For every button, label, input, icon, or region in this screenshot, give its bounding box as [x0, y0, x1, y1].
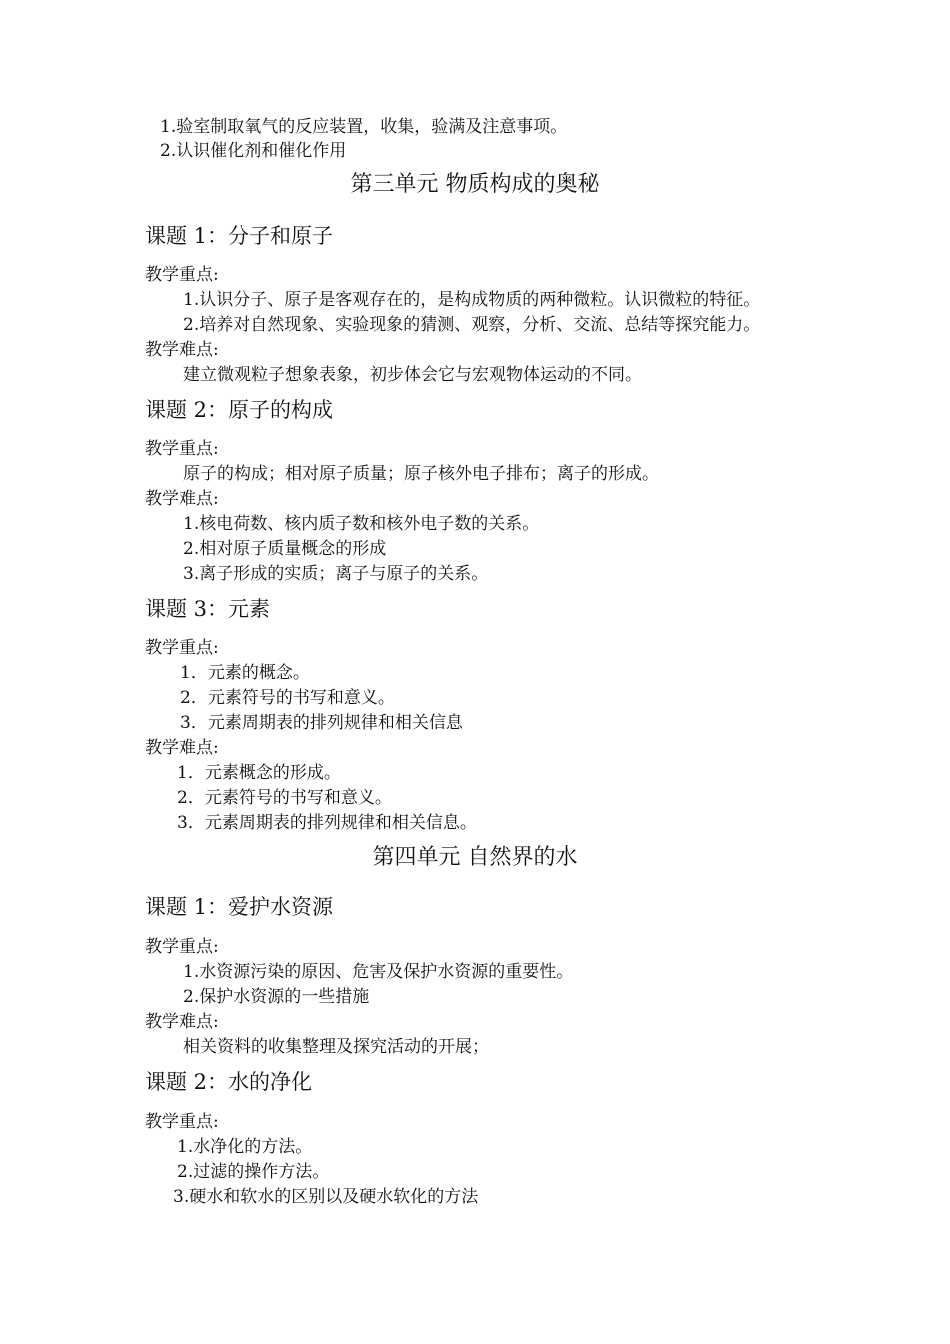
difficulty-item: 2．元素符号的书写和意义。: [177, 788, 392, 808]
focus-label: 教学重点:: [145, 638, 219, 658]
focus-item: 2.培养对自然现象、实验现象的猜测、观察，分析、交流、总结等探究能力。: [183, 315, 761, 335]
difficulty-label: 教学难点:: [145, 489, 219, 509]
difficulty-item: 建立微观粒子想象表象，初步体会它与宏观物体运动的不同。: [183, 365, 642, 385]
lesson-title: 课题 2：水的净化: [145, 1070, 313, 1094]
difficulty-item: 3.离子形成的实质；离子与原子的关系。: [183, 564, 489, 584]
focus-label: 教学重点:: [145, 937, 219, 957]
difficulty-item: 相关资料的收集整理及探究活动的开展；: [183, 1037, 489, 1057]
focus-label: 教学重点:: [145, 1112, 219, 1132]
focus-item: 1.认识分子、原子是客观存在的，是构成物质的两种微粒。认识微粒的特征。: [183, 290, 761, 310]
focus-item: 2．元素符号的书写和意义。: [180, 688, 395, 708]
focus-item: 2.保护水资源的一些措施: [183, 987, 370, 1007]
focus-label: 教学重点:: [145, 265, 219, 285]
difficulty-label: 教学难点:: [145, 738, 219, 758]
focus-item: 1．元素的概念。: [180, 663, 310, 683]
difficulty-item: 1．元素概念的形成。: [177, 763, 341, 783]
focus-item: 2.过滤的操作方法。: [177, 1162, 330, 1182]
difficulty-label: 教学难点:: [145, 1012, 219, 1032]
focus-item: 原子的构成；相对原子质量；原子核外电子排布；离子的形成。: [183, 464, 659, 484]
focus-item: 1.水净化的方法。: [177, 1137, 313, 1157]
lesson-title: 课题 3：元素: [145, 597, 271, 621]
unit-4-title: 第四单元 自然界的水: [372, 845, 578, 870]
intro-item-2: 2.认识催化剂和催化作用: [160, 141, 347, 161]
difficulty-label: 教学难点:: [145, 340, 219, 360]
difficulty-item: 3．元素周期表的排列规律和相关信息。: [177, 813, 477, 833]
focus-label: 教学重点:: [145, 439, 219, 459]
focus-item: 1.水资源污染的原因、危害及保护水资源的重要性。: [183, 962, 574, 982]
lesson-title: 课题 1：分子和原子: [145, 224, 334, 248]
lesson-title: 课题 1：爱护水资源: [145, 895, 334, 919]
intro-item-1: 1.验室制取氧气的反应装置，收集，验满及注意事项。: [160, 117, 568, 137]
unit-3-title: 第三单元 物质构成的奥秘: [350, 172, 600, 197]
difficulty-item: 1.核电荷数、核内质子数和核外电子数的关系。: [183, 514, 540, 534]
difficulty-item: 2.相对原子质量概念的形成: [183, 539, 387, 559]
focus-item: 3.硬水和软水的区别以及硬水软化的方法: [173, 1187, 479, 1207]
lesson-title: 课题 2：原子的构成: [145, 398, 334, 422]
focus-item: 3．元素周期表的排列规律和相关信息: [180, 713, 463, 733]
